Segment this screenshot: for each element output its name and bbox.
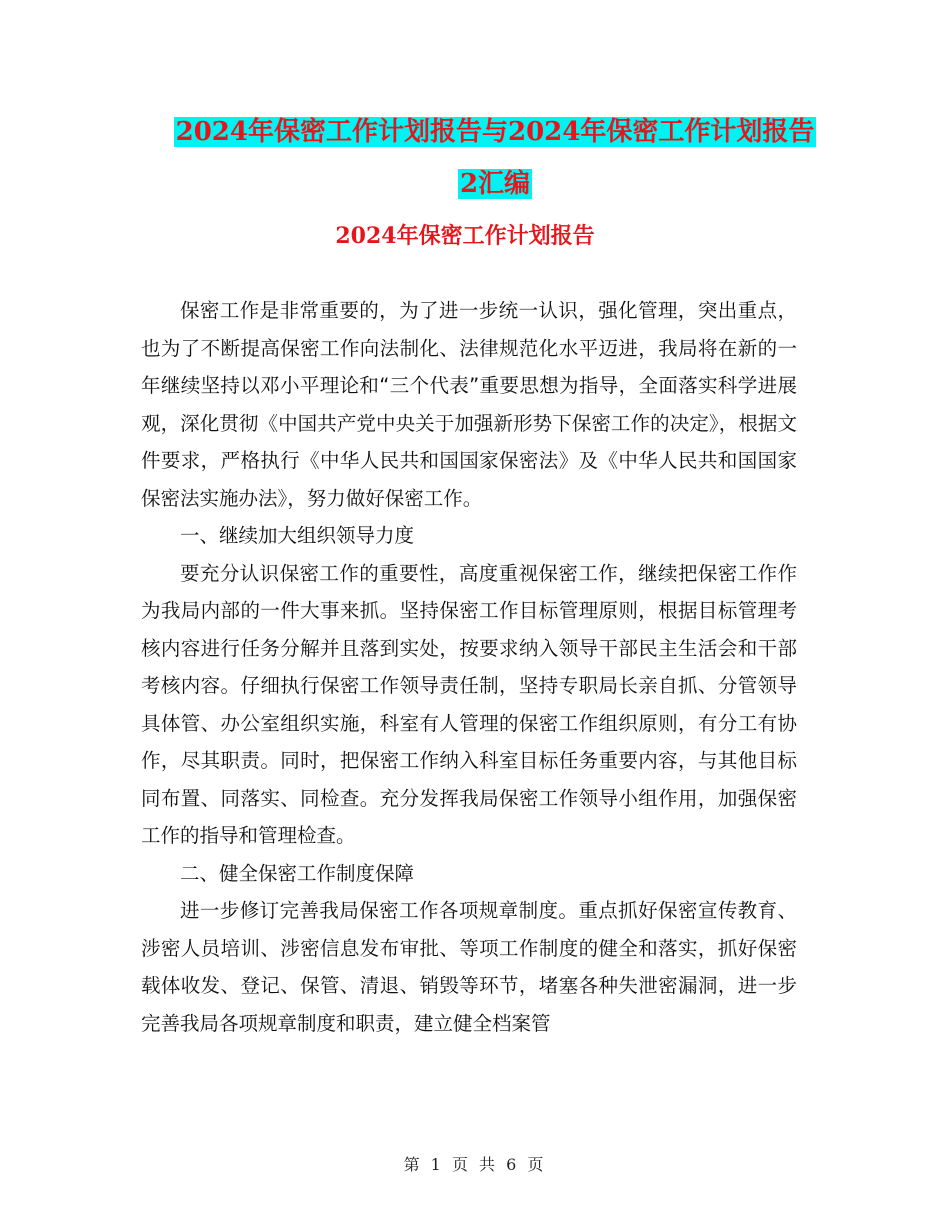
paragraph-section-2: 进一步修订完善我局保密工作各项规章制度。重点抓好保密宣传教育、涉密人员培训、涉密信息发布审批、等项工作制度的健全和落实，抓好保密载体收发、登记、保管、清退、销毁等环节，堵塞各种失泄密漏洞，进一步完善我局各项规章制度和职责，建立健全档案管 bbox=[141, 899, 797, 1035]
heading-section-2: 二、健全保密工作制度保障 bbox=[180, 861, 415, 885]
document-title-line-1: 2024年保密工作计划报告与2024年保密工作计划报告 bbox=[175, 117, 815, 147]
paragraph-section-1: 要充分认识保密工作的重要性，高度重视保密工作，继续把保密工作作为我局内部的一件大事来抓。坚持保密工作目标管理原则，根据目标管理考核内容进行任务分解并且落到实处，按要求纳入领导干部民主生活会和干部考核内容。仔细执行保密工作领导责任制，坚持专职局长亲自抓、分管领导具体管、办公室组织实施，科室有人管理的保密工作组织原则，有分工有协作，尽其职责。同时，把保密工作纳入科室目标任务重要内容，与其他目标同布置、同落实、同检查。充分发挥我局保密工作领导小组作用，加强保密工作的指导和管理检查。 bbox=[141, 561, 797, 847]
page-footer: 第 1 页 共 6 页 bbox=[403, 1155, 547, 1174]
heading-section-1: 一、继续加大组织领导力度 bbox=[180, 524, 415, 547]
paragraph-intro: 保密工作是非常重要的，为了进一步统一认识，强化管理，突出重点，也为了不断提高保密工作向法制化、法律规范化水平迈进，我局将在新的一年继续坚持以邓小平理论和“三个代表”重要思想为指导，全面落实科学进展观，深化贯彻《中国共产党中央关于加强新形势下保密工作的决定》，根据文件要求，严格执行《中华人民共和国国家保密法》及《中华人民共和国国家保密法实施办法》，努力做好保密工作。 bbox=[141, 299, 797, 510]
section-title: 2024年保密工作计划报告 bbox=[335, 223, 595, 249]
document-body bbox=[141, 292, 797, 1042]
document-title bbox=[140, 106, 850, 210]
document-title-line-2: 2汇编 bbox=[459, 169, 531, 199]
